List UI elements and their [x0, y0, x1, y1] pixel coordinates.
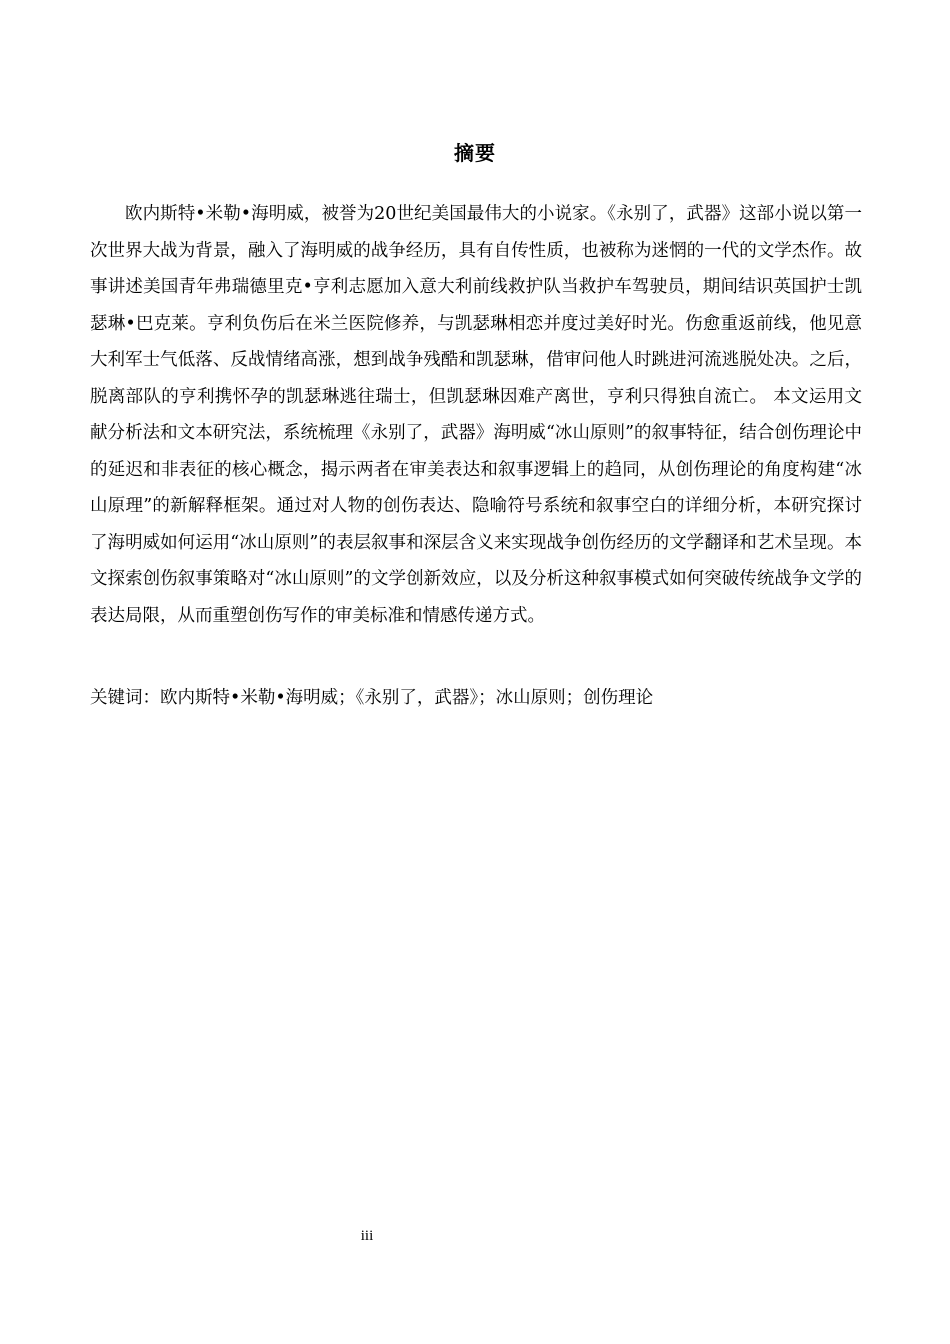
- abstract-title: 摘要: [454, 141, 496, 165]
- page-number: iii: [360, 1228, 374, 1244]
- abstract-body: 欧内斯特•米勒•海明威，被誉为20世纪美国最伟大的小说家。《永别了，武器》这部小说以第一次世界大战为背景，融入了海明威的战争经历，具有自传性质，也被称为迷惘的一代的文学杰作。故事讲述美国青年弗瑞德里克•亨利志愿加入意大利前线救护队当救护车驾驶员，期间结识英国护士凯瑟琳•巴克莱。亨利负伤后在米兰医院修养，与凯瑟琳相恋并度过美好时光。伤愈重返前线，他见意大利军士气低落、反战情绪高涨，想到战争残酷和凯瑟琳，借审问他人时跳进河流逃脱处决。之后，脱离部队的亨利携怀孕的凯瑟琳逃往瑞士，但凯瑟琳因难产离世，亨利只得独自流亡。 本文运用文献分析法和文本研究法，系统梳理《永别了，武器》海明威“冰山原则”的叙事特征，结合创伤理论中的延迟和非表征的核心概念，揭示两者在审美表达和叙事逻辑上的趋同，从创伤理论的角度构建“冰山原理”的新解释框架。通过对人物的创伤表达、隐喻符号系统和叙事空白的详细分析，本研究探讨了海明威如何运用“冰山原则”的表层叙事和深层含义来实现战争创伤经历的文学翻译和艺术呈现。本文探索创伤叙事策略对“冰山原则”的文学创新效应，以及分析这种叙事模式如何突破传统战争文学的表达局限，从而重塑创伤写作的审美标准和情感传递方式。: [90, 204, 862, 626]
- keywords-line: 关键词：欧内斯特•米勒•海明威；《永别了，武器》；冰山原则；创伤理论: [90, 688, 654, 708]
